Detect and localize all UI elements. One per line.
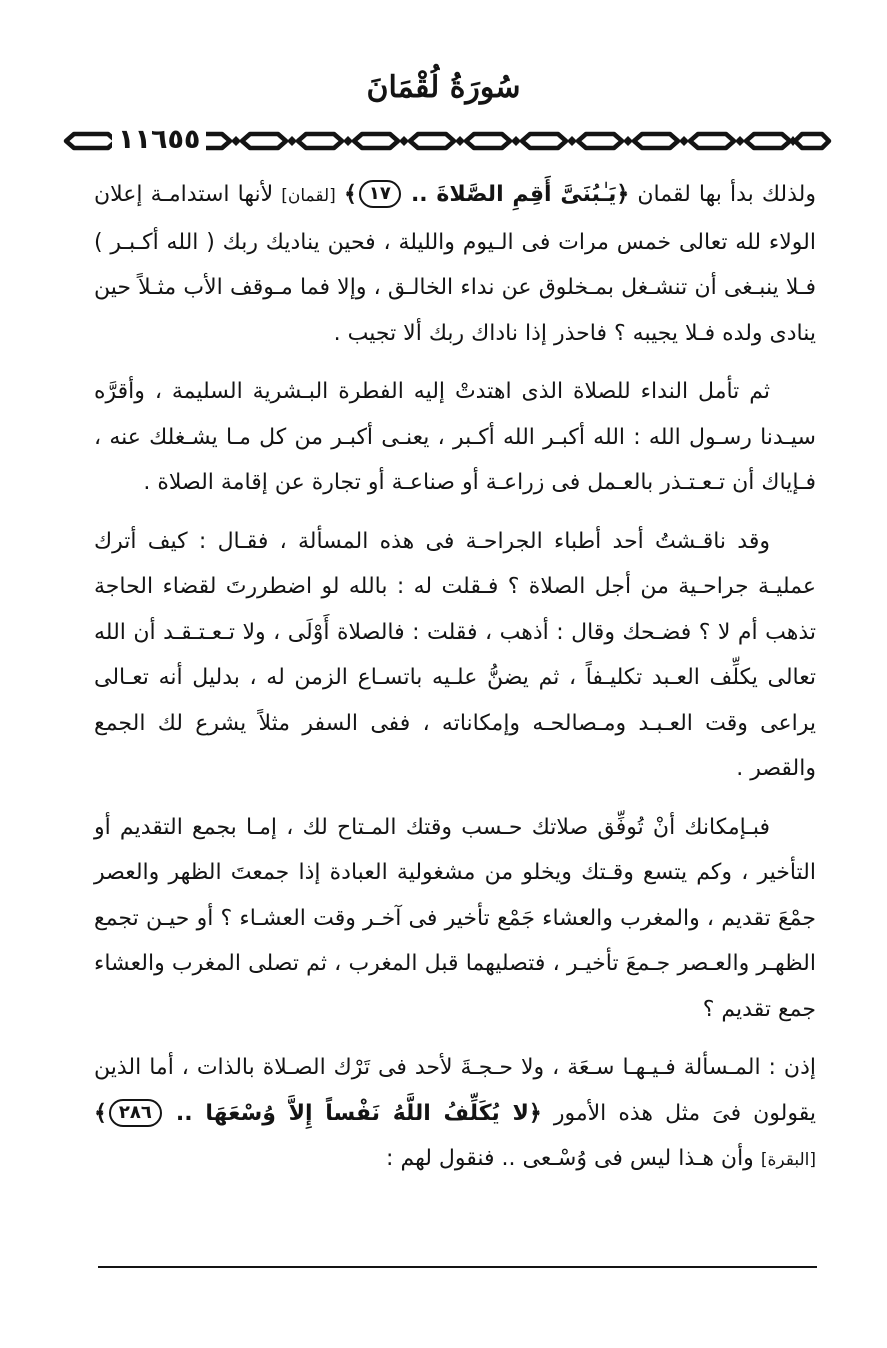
paragraph-5 bbox=[94, 1045, 816, 1184]
paragraph-3 bbox=[94, 519, 816, 792]
quran-verse: يَـٰبُنَىَّ أَقِمِ الصَّلاةَ .. bbox=[410, 182, 617, 207]
paragraph-4-text: فبـإمكانك أنْ تُوفِّق صلاتك حـسب وقتك المـتاح لك ، إمـا بجمع التقديم أو التأخير ، وكم يتسع وقـتك ويخلو من مشغولية العبادة إذا جمعتَ الظهر والعصر جمْعَ تقديم ، والمغرب والعشاء جَمْع تأخير فى آخـر وقت العشـاء ؟ أو حيـن تجمع الظهـر والعـصر جـمعَ تأخيـر ، فتصليهما قبل المغرب ، ثم تصلى المغرب والعشاء جمع تقديم ؟ bbox=[94, 814, 816, 1022]
quran-bracket-close: ﴾ bbox=[343, 182, 357, 207]
quran-bracket-open: ﴿ bbox=[528, 1100, 542, 1126]
surah-reference: [لقمان] bbox=[281, 186, 336, 206]
header-ornament-band bbox=[62, 126, 832, 156]
ayah-number-badge: ٢٨٦ bbox=[109, 1099, 162, 1127]
quran-bracket-open: ﴿ bbox=[616, 182, 630, 207]
paragraph-4 bbox=[94, 805, 816, 1033]
quran-bracket-close: ﴾ bbox=[94, 1100, 107, 1126]
page-number: ١١٦٥٥ bbox=[112, 124, 206, 156]
page-body bbox=[94, 172, 816, 1197]
paragraph-1-lead: ولذلك بدأ بها لقمان bbox=[637, 182, 817, 207]
paragraph-3-text: وقد ناقـشتُ أحد أطباء الجراحـة فى هذه المسألة ، فقـال : كيف أترك عمليـة جراحـية من أجل الصلاة ؟ فـقلت له : بالله لو اضطررتَ لقضاء الحاجة تذهب أم لا ؟ فضـحك وقال : أذهب ، فقلت : فالصلاة أَوْلَى ، ولا تـعـتـقـد أن الله تعالى يكلِّف العـبد تكليـفاً ، ثم يضنُّ علـيه باتسـاع الزمن له ، بدليل أنه تعـالى يراعى وقت العـبـد ومـصالحـه وإمكاناته ، ففى السفر مثلاً يشرع لك الجمع والقصر . bbox=[94, 528, 816, 781]
paragraph-2 bbox=[94, 369, 816, 506]
surah-title: سُورَةُ لُقْمَانَ bbox=[366, 70, 521, 105]
quran-verse: لا يُكَلِّفُ اللَّهُ نَفْساً إِلاَّ وُسْعَهَا .. bbox=[175, 1100, 529, 1126]
ayah-number-badge: ١٧ bbox=[359, 180, 401, 208]
paragraph-1-text: لأنها استدامـة إعلان الولاء لله تعالى خمس مرات فى الـيوم والليلة ، فحين يناديك ربك ( الله أكـبـر ) فـلا ينبـغى أن تنشـغل بمـخلوق عن نداء الخالـق ، وإلا فما مـوقف الأب مثـلاً حين ينادى ولده فـلا يجيبه ؟ فاحذر إذا ناداك ربك ألا تجيب . bbox=[94, 182, 816, 346]
paragraph-5-text: وأن هـذا ليس فى وُسْـعى .. فنقول لهم : bbox=[386, 1146, 754, 1171]
paragraph-5-lead: إذن : المـسألة فـيـهـا سـعَة ، ولا حـجـةَ لأحد فى تَرْك الصـلاة بالذات ، أما الذين يقولون فىَ مثل هذه الأمور bbox=[94, 1055, 816, 1126]
footer-rule bbox=[98, 1266, 817, 1268]
surah-reference: [البقرة] bbox=[760, 1150, 816, 1170]
paragraph-1 bbox=[94, 172, 816, 356]
paragraph-2-text: ثم تأمل النداء للصلاة الذى اهتدتْ إليه الفطرة البـشرية السليمة ، وأقرَّه سيـدنا رسـول الله : الله أكبـر الله أكـبر ، يعنـى أكبـر من كل مـا يشـغلك عنه ، فـإياك أن تـعـتـذر بالعـمل فى زراعـة أو صناعـة أو تجارة عن إقامة الصلاة . bbox=[94, 379, 816, 495]
